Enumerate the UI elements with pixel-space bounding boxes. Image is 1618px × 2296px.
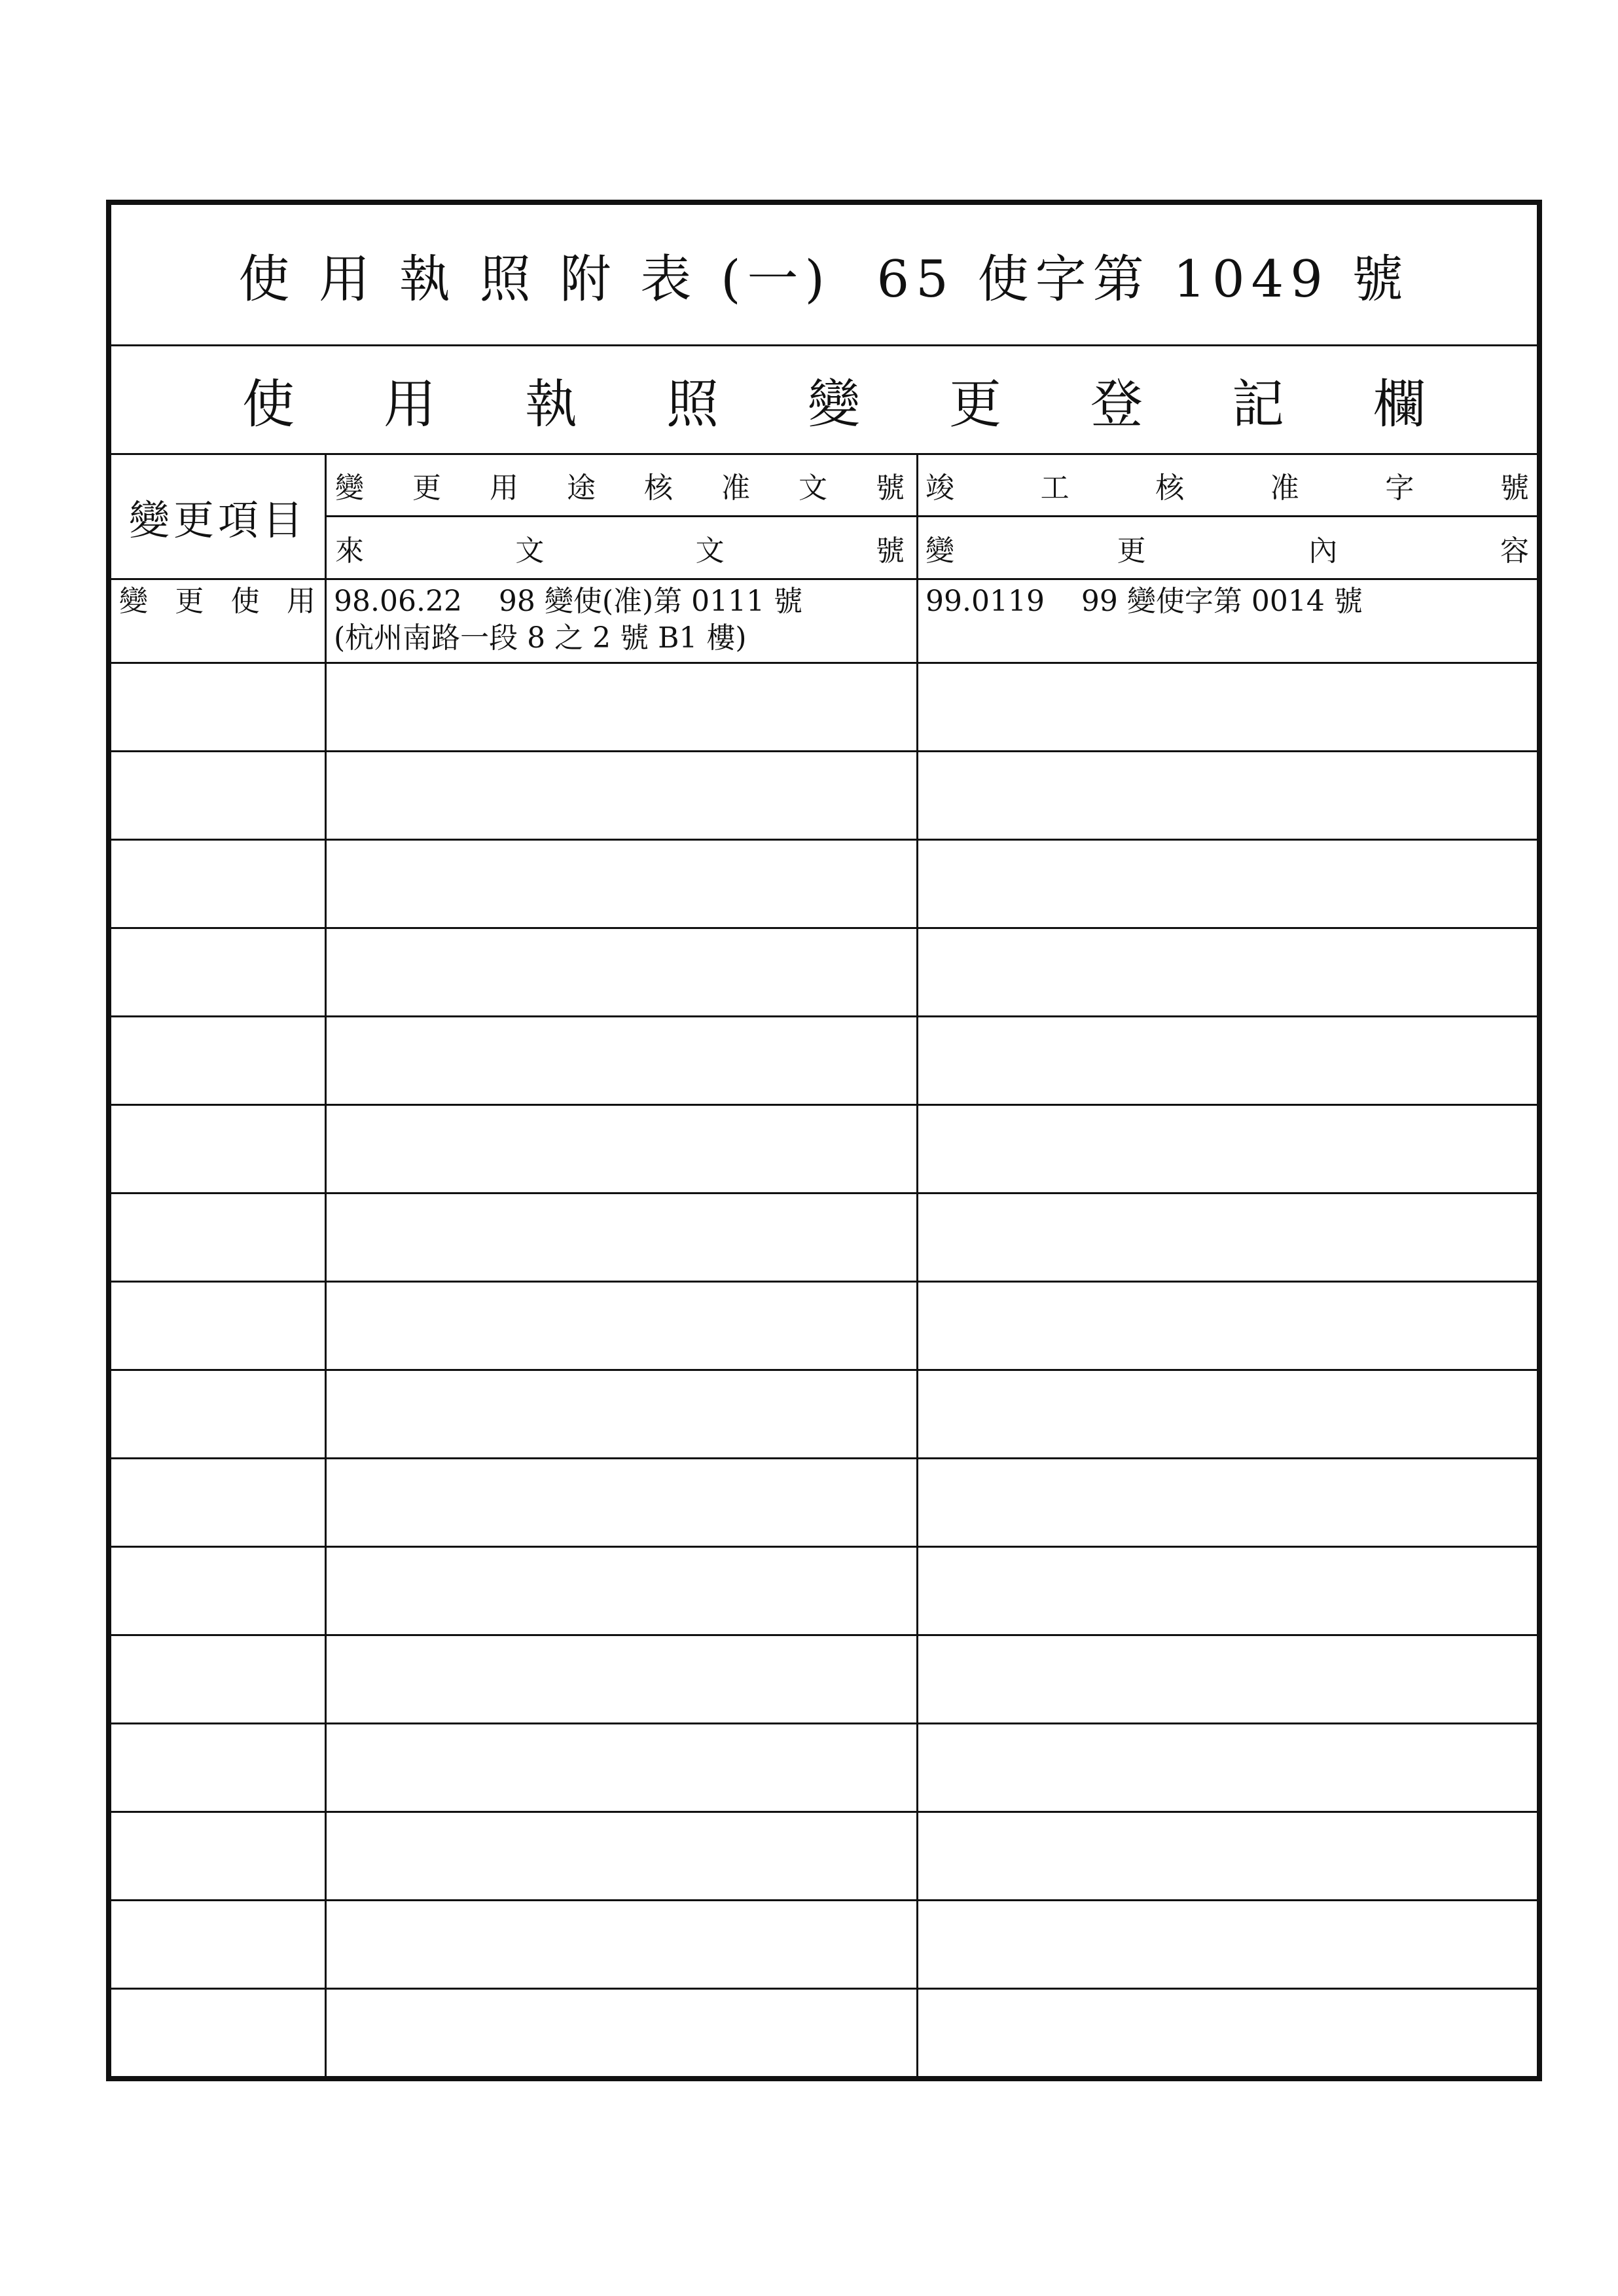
form-title-row: [111, 205, 1537, 346]
registration-table: [111, 455, 1537, 2076]
header-char: 容: [1500, 534, 1529, 568]
header-char: 字: [1385, 471, 1414, 505]
row-change-use-approval-no: 98.06.22 98 變使(准)第 0111 號: [334, 585, 803, 618]
row-rule: [111, 1722, 1537, 1724]
header-char: 內: [1308, 534, 1338, 568]
column-divider: [325, 455, 327, 2076]
section-title: [242, 346, 1426, 453]
row-rule: [111, 839, 1537, 841]
row-rule: [111, 1988, 1537, 1990]
header-char: 文: [695, 534, 725, 568]
header-char: 變: [926, 534, 954, 568]
header-bottom-rule: [111, 578, 1537, 580]
row-address: (杭州南路一段 8 之 2 號 B1 樓): [334, 621, 747, 655]
row-rule: [111, 662, 1537, 664]
header-char: 更: [1117, 534, 1146, 568]
section-title-char: 登: [1090, 374, 1143, 435]
row-rule: [111, 1369, 1537, 1371]
row-rule: [111, 1634, 1537, 1636]
header-char: 號: [875, 534, 905, 568]
section-title-char: 變: [808, 374, 860, 435]
header-subdivider: [325, 515, 1537, 517]
header-char: 號: [1500, 471, 1529, 505]
row-rule: [111, 1104, 1537, 1106]
header-char: 核: [1155, 471, 1185, 505]
header-char: 號: [876, 471, 905, 505]
row-rule: [111, 1899, 1537, 1901]
header-char: 竣: [926, 471, 954, 505]
row-item-char: 使: [230, 585, 260, 618]
header-change-item: 變更項目: [128, 496, 307, 544]
header-change-content: [926, 518, 1529, 578]
row-rule: [111, 1811, 1537, 1813]
row-item-char: 用: [286, 585, 315, 618]
row-rule: [111, 927, 1537, 929]
header-char: 來: [335, 534, 364, 568]
section-title-char: 記: [1232, 374, 1284, 435]
header-change-use-approval-no: [335, 455, 905, 515]
header-char: 工: [1040, 471, 1070, 505]
row-rule: [111, 1457, 1537, 1459]
section-title-char: 執: [525, 374, 577, 435]
header-char: 准: [721, 471, 750, 505]
column-divider: [916, 455, 918, 2076]
section-title-row: [111, 346, 1537, 455]
header-completion-approval-no: [926, 455, 1529, 515]
row-rule: [111, 750, 1537, 752]
usage-permit-form: [106, 200, 1542, 2081]
section-title-char: 欄: [1373, 374, 1426, 435]
row-rule: [111, 1015, 1537, 1017]
section-title-char: 照: [666, 374, 719, 435]
row-change-item: [119, 583, 315, 620]
row-completion-approval-no: 99.0119 99 變使字第 0014 號: [926, 585, 1363, 618]
header-char: 更: [412, 471, 441, 505]
section-title-char: 使: [242, 374, 295, 435]
row-item-char: 更: [175, 585, 204, 618]
section-title-char: 用: [384, 374, 436, 435]
header-incoming-doc-no: [335, 518, 905, 578]
header-char: 變: [335, 471, 364, 505]
header-char: 文: [799, 471, 827, 505]
row-rule: [111, 1192, 1537, 1194]
header-char: 准: [1270, 471, 1299, 505]
row-rule: [111, 1546, 1537, 1548]
header-char: 核: [644, 471, 673, 505]
header-char: 文: [515, 534, 545, 568]
form-title: 使 用 執 照 附 表 (一) 65 使字第 1049 號: [238, 249, 1410, 309]
row-item-char: 變: [119, 585, 148, 618]
header-char: 途: [567, 471, 596, 505]
section-title-char: 更: [949, 374, 1001, 435]
row-rule: [111, 1281, 1537, 1283]
header-char: 用: [490, 471, 518, 505]
